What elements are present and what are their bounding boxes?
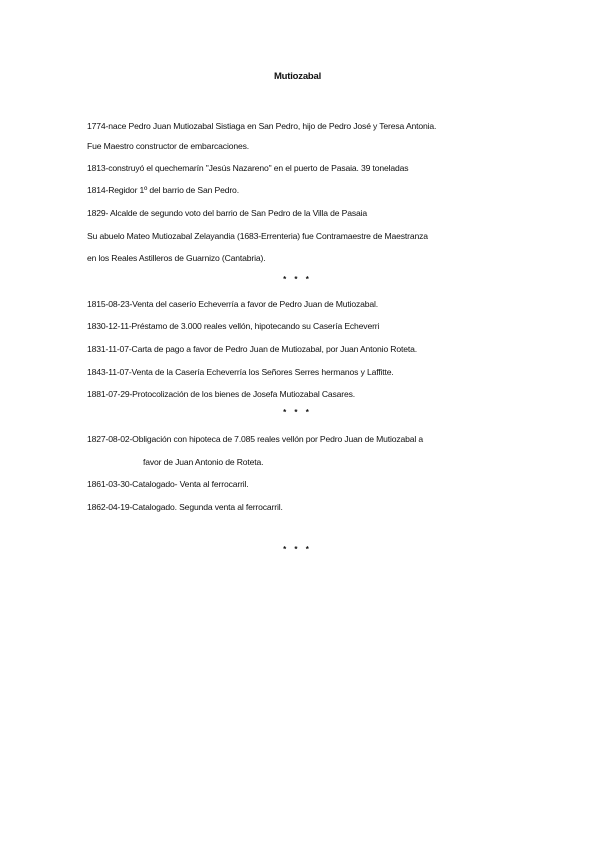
text-line-1827-cont: favor de Juan Antonio de Roteta.: [143, 457, 264, 467]
text-line-1813: 1813-construyó el quechemarín "Jesús Nazareno" en el puerto de Pasaia. 39 toneladas: [87, 163, 409, 173]
text-line-1862: 1862-04-19-Catalogado. Segunda venta al ferrocarril.: [87, 502, 283, 512]
text-line-1881: 1881-07-29-Protocolización de los bienes de Josefa Mutiozabal Casares.: [87, 389, 356, 399]
separator-asterisks: * * *: [283, 545, 312, 554]
text-line-1827: 1827-08-02-Obligación con hipoteca de 7.085 reales vellón por Pedro Juan de Mutiozabal a: [87, 434, 424, 444]
document-title: Mutiozabal: [273, 71, 322, 82]
text-line-birth: 1774-nace Pedro Juan Mutiozabal Sistiaga en San Pedro, hijo de Pedro José y Teresa Antonia.: [87, 121, 437, 131]
separator-asterisks: * * *: [283, 408, 312, 417]
text-line-1861: 1861-03-30-Catalogado- Venta al ferrocarril.: [87, 479, 249, 489]
text-line-1831: 1831-11-07-Carta de pago a favor de Pedro Juan de Mutiozabal, por Juan Antonio Roteta.: [87, 344, 417, 354]
text-line-1829: 1829- Alcalde de segundo voto del barrio de San Pedro de la Villa de Pasaia: [87, 208, 368, 218]
text-line-astilleros: en los Reales Astilleros de Guarnizo (Cantabria).: [87, 253, 266, 263]
text-line-1843: 1843-11-07-Venta de la Casería Echeverría los Señores Serres hermanos y Laffitte.: [87, 367, 394, 377]
separator-asterisks: * * *: [283, 275, 312, 284]
text-line-1814: 1814-Regidor 1º del barrio de San Pedro.: [87, 185, 239, 195]
text-line-1830: 1830-12-11-Préstamo de 3.000 reales vellón, hipotecando su Casería Echeverri: [87, 321, 380, 331]
text-line-grandfather: Su abuelo Mateo Mutiozabal Zelayandia (1683-Errenteria) fue Contramaestre de Maestranza: [87, 231, 428, 241]
text-line-profession: Fue Maestro constructor de embarcaciones.: [87, 141, 249, 151]
text-line-1815: 1815-08-23-Venta del caserío Echeverría a favor de Pedro Juan de Mutiozabal.: [87, 299, 379, 309]
